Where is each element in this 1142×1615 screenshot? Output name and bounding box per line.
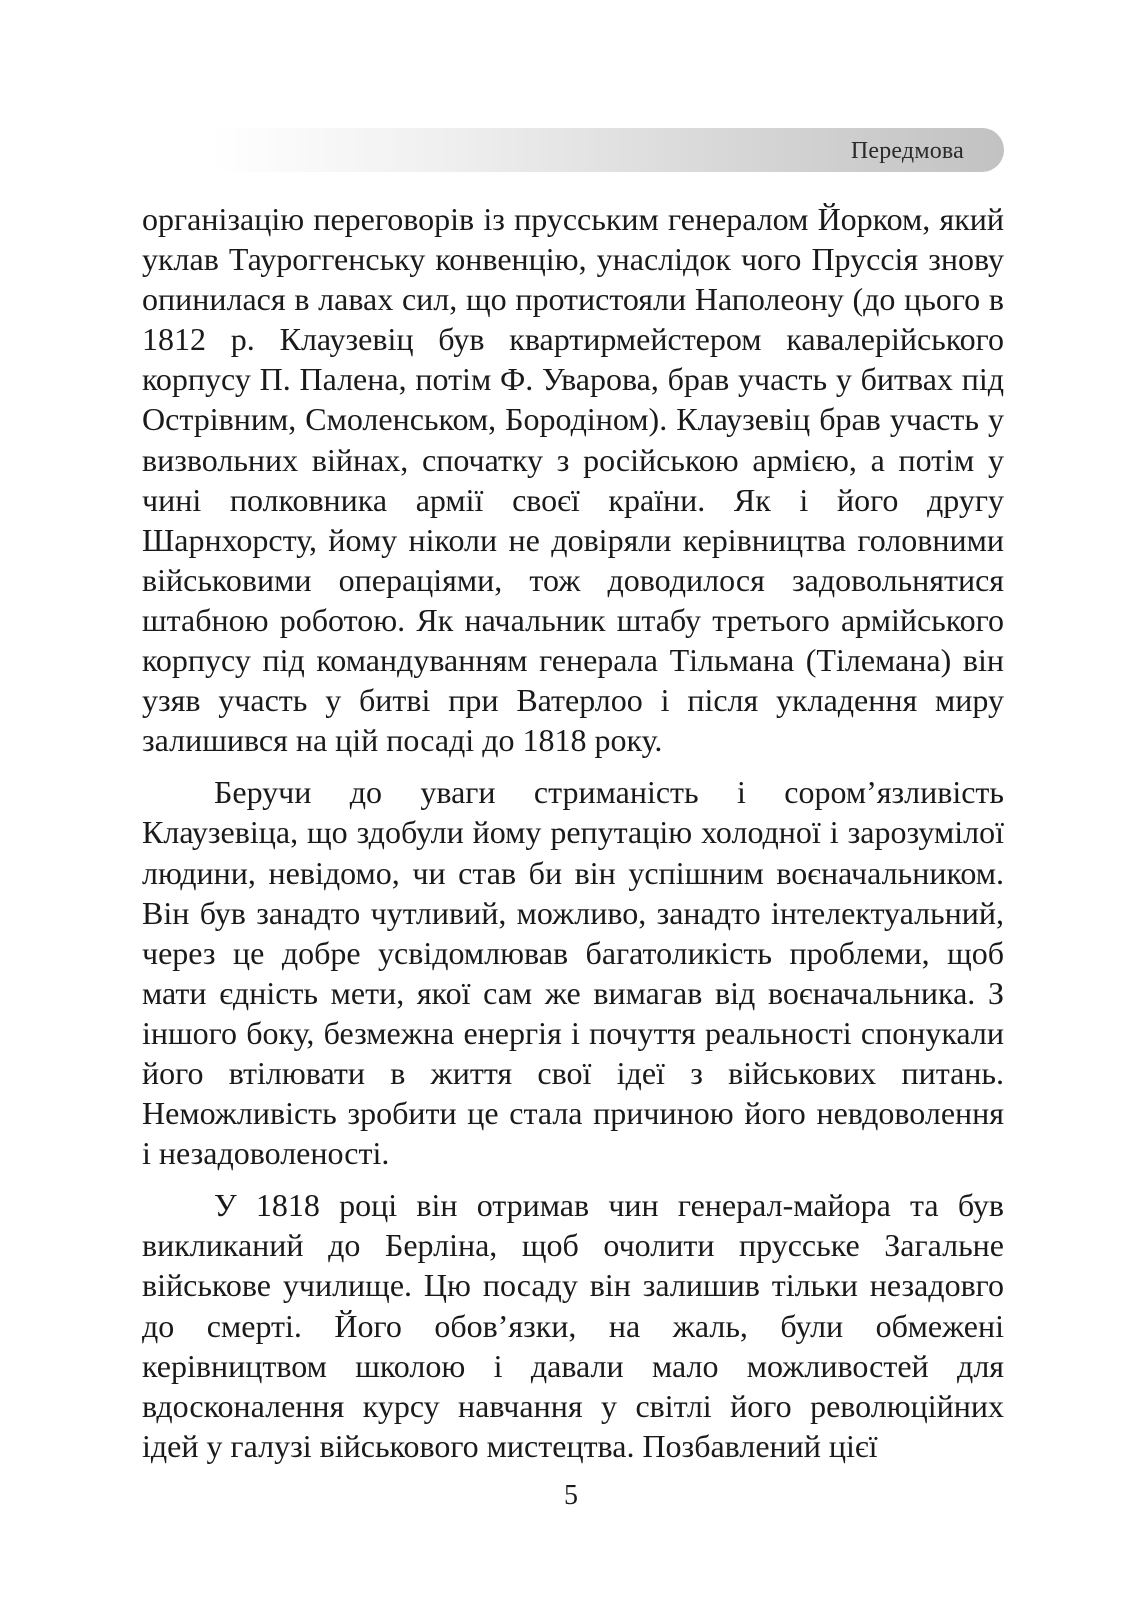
running-header — [212, 128, 1004, 172]
page-number: 5 — [564, 1480, 578, 1511]
section-title: Передмова — [850, 138, 964, 164]
paragraph-3: У 1818 році він отримав чин генерал-майора та був викликаний до Берліна, щоб очолити прусське Загальне військове училище. Цю посаду він залишив тільки незадовго до смерті. Його обов’язки, на жаль, були обмежені керівництвом школою і давали мало можливостей для вдосконалення курсу навчання у світлі його революційних ідей у галузі військового мистецтва. Позбавлений цієї — [142, 1187, 1004, 1464]
paragraph-1: організацію переговорів із прусським генералом Йорком, який уклав Тауроггенську конвенцію, унаслідок чого Пруссія знову опинилася в лавах сил, що протистояли Наполеону (до цього в 1812 р. Клаузевіц був квартирмейстером кавалерійського корпусу П. Палена, потім Ф. Уварова, брав участь у битвах під Острівним, Смоленськом, Бородіном). Клаузевіц брав участь у визвольних війнах, спочатку з російською армією, а потім у чині полковника армії своєї країни. Як і його другу Шарнхорсту, йому ніколи не довіряли керівництва головними військовими операціями, тож доводилося задовольнятися штабною роботою. Як начальник штабу третього армійського корпусу під командуванням генерала Тільмана (Тілемана) він узяв участь у битві при Ватерлоо і після укладення миру залишився на цій посаді до 1818 року. — [142, 201, 1004, 759]
body-text — [142, 199, 1004, 1466]
paragraph-2: Беручи до уваги стриманість і сором’язливість Клаузевіца, що здобули йому репутацію холодної і зарозумілої людини, невідомо, чи став би він успішним воєначальником. Він був занадто чутливий, можливо, занадто інтелектуальний, через це добре усвідомлював багатоликість проблеми, щоб мати єдність мети, якої сам же вимагав від воєначальника. З іншого боку, безмежна енергія і почуття реальності спонукали його втілювати в життя свої ідеї з військових питань. Неможливість зробити це стала причиною його невдоволення і незадоволеності. — [142, 774, 1004, 1172]
